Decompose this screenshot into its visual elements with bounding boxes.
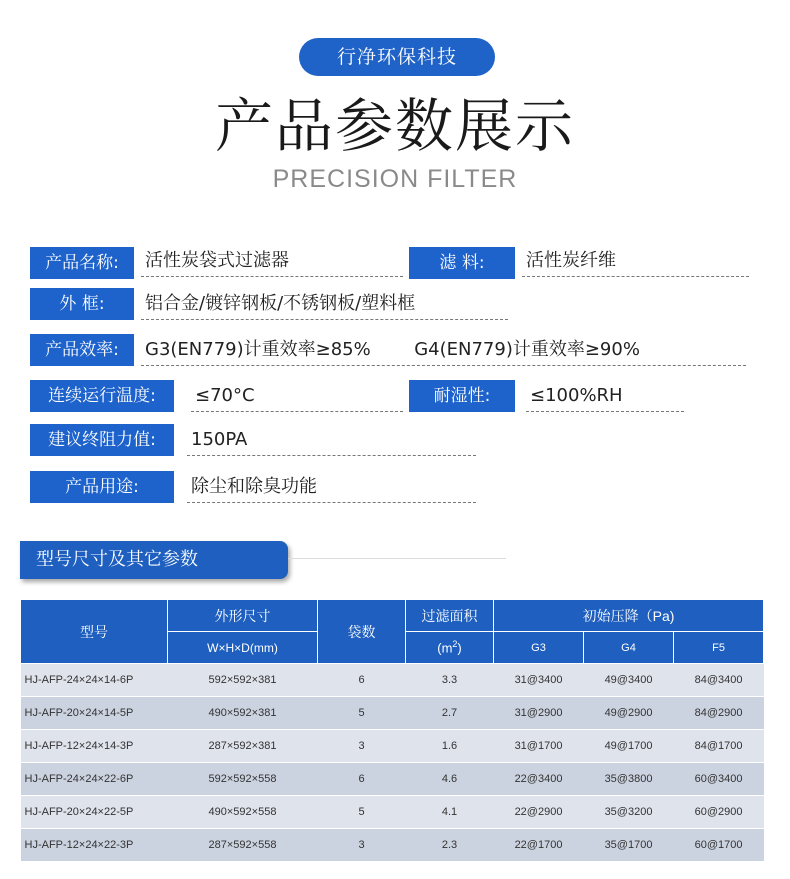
header-size-unit: W×H×D(mm): [168, 632, 318, 664]
cell-f5: 60@1700: [674, 829, 764, 862]
cell-g4: 35@1700: [584, 829, 674, 862]
spec-table: [20, 599, 764, 862]
cell-g4: 49@2900: [584, 697, 674, 730]
cell-area: 4.1: [406, 796, 494, 829]
cell-model: HJ-AFP-20×24×14-5P: [21, 697, 168, 730]
cell-area: 4.6: [406, 763, 494, 796]
table-row: [21, 796, 764, 829]
section-title: 型号尺寸及其它参数: [20, 541, 288, 579]
cell-bags: 6: [318, 664, 406, 697]
cell-size: 592×592×558: [168, 763, 318, 796]
efficiency-value: [141, 334, 746, 366]
header-bags: 袋数: [318, 600, 406, 664]
cell-area: 2.7: [406, 697, 494, 730]
cell-bags: 5: [318, 796, 406, 829]
cell-size: 287×592×381: [168, 730, 318, 763]
table-row: [21, 664, 764, 697]
cell-g3: 22@2900: [494, 796, 584, 829]
filter-media-value: 活性炭纤维: [522, 245, 749, 277]
cell-g4: 35@3800: [584, 763, 674, 796]
cell-bags: 6: [318, 763, 406, 796]
product-name-label: 产品名称:: [30, 247, 134, 279]
header-area-unit: $(m^2)$: [406, 632, 494, 664]
table-row: [21, 730, 764, 763]
header-g4: G4: [584, 632, 674, 664]
page-subtitle: PRECISION FILTER: [272, 165, 518, 193]
cell-model: HJ-AFP-24×24×22-6P: [21, 763, 168, 796]
cell-bags: 5: [318, 697, 406, 730]
cell-g3: 22@3400: [494, 763, 584, 796]
cell-g4: 49@1700: [584, 730, 674, 763]
filter-media-label: 滤 料:: [409, 247, 515, 279]
cell-model: HJ-AFP-24×24×14-6P: [21, 664, 168, 697]
header-pressure: 初始压降（Pa): [494, 600, 764, 632]
table-row: [21, 829, 764, 862]
cell-f5: 84@2900: [674, 697, 764, 730]
section-divider: [288, 558, 506, 559]
cell-f5: 84@1700: [674, 730, 764, 763]
cell-size: 287×592×558: [168, 829, 318, 862]
cell-g3: 22@1700: [494, 829, 584, 862]
frame-label: 外 框:: [30, 288, 134, 320]
brand-badge: 行净环保科技: [299, 38, 495, 76]
temperature-label: 连续运行温度:: [30, 380, 174, 412]
humidity-label: 耐湿性:: [409, 380, 515, 412]
cell-model: HJ-AFP-20×24×22-5P: [21, 796, 168, 829]
resistance-label: 建议终阻力值:: [30, 424, 174, 456]
efficiency-g4: G4(EN779)计重效率≥90%: [414, 339, 640, 360]
table-row: [21, 697, 764, 730]
cell-size: 592×592×381: [168, 664, 318, 697]
efficiency-label: 产品效率:: [30, 334, 134, 366]
cell-f5: 60@2900: [674, 796, 764, 829]
page-title: 产品参数展示: [214, 92, 575, 160]
cell-size: 490×592×558: [168, 796, 318, 829]
frame-value: 铝合金/镀锌钢板/不锈钢板/塑料框: [141, 288, 508, 320]
header-g3: G3: [494, 632, 584, 664]
header-area: 过滤面积: [406, 600, 494, 632]
header-model: 型号: [21, 600, 168, 664]
cell-bags: 3: [318, 829, 406, 862]
cell-model: HJ-AFP-12×24×14-3P: [21, 730, 168, 763]
temperature-value: ≤70°C: [191, 380, 403, 412]
efficiency-g3: G3(EN779)计重效率≥85%: [145, 339, 371, 360]
cell-area: 3.3: [406, 664, 494, 697]
cell-size: 490×592×381: [168, 697, 318, 730]
header-size: 外形尺寸: [168, 600, 318, 632]
table-row: [21, 763, 764, 796]
usage-label: 产品用途:: [30, 471, 174, 503]
resistance-value: 150PA: [187, 424, 476, 456]
cell-f5: 84@3400: [674, 664, 764, 697]
humidity-value: ≤100%RH: [526, 380, 684, 412]
header-f5: F5: [674, 632, 764, 664]
cell-g3: 31@3400: [494, 664, 584, 697]
cell-g3: 31@2900: [494, 697, 584, 730]
cell-g3: 31@1700: [494, 730, 584, 763]
cell-area: 1.6: [406, 730, 494, 763]
cell-g4: 35@3200: [584, 796, 674, 829]
cell-f5: 60@3400: [674, 763, 764, 796]
cell-area: 2.3: [406, 829, 494, 862]
cell-bags: 3: [318, 730, 406, 763]
product-name-value: 活性炭袋式过滤器: [141, 245, 403, 277]
cell-g4: 49@3400: [584, 664, 674, 697]
usage-value: 除尘和除臭功能: [187, 471, 476, 503]
cell-model: HJ-AFP-12×24×22-3P: [21, 829, 168, 862]
